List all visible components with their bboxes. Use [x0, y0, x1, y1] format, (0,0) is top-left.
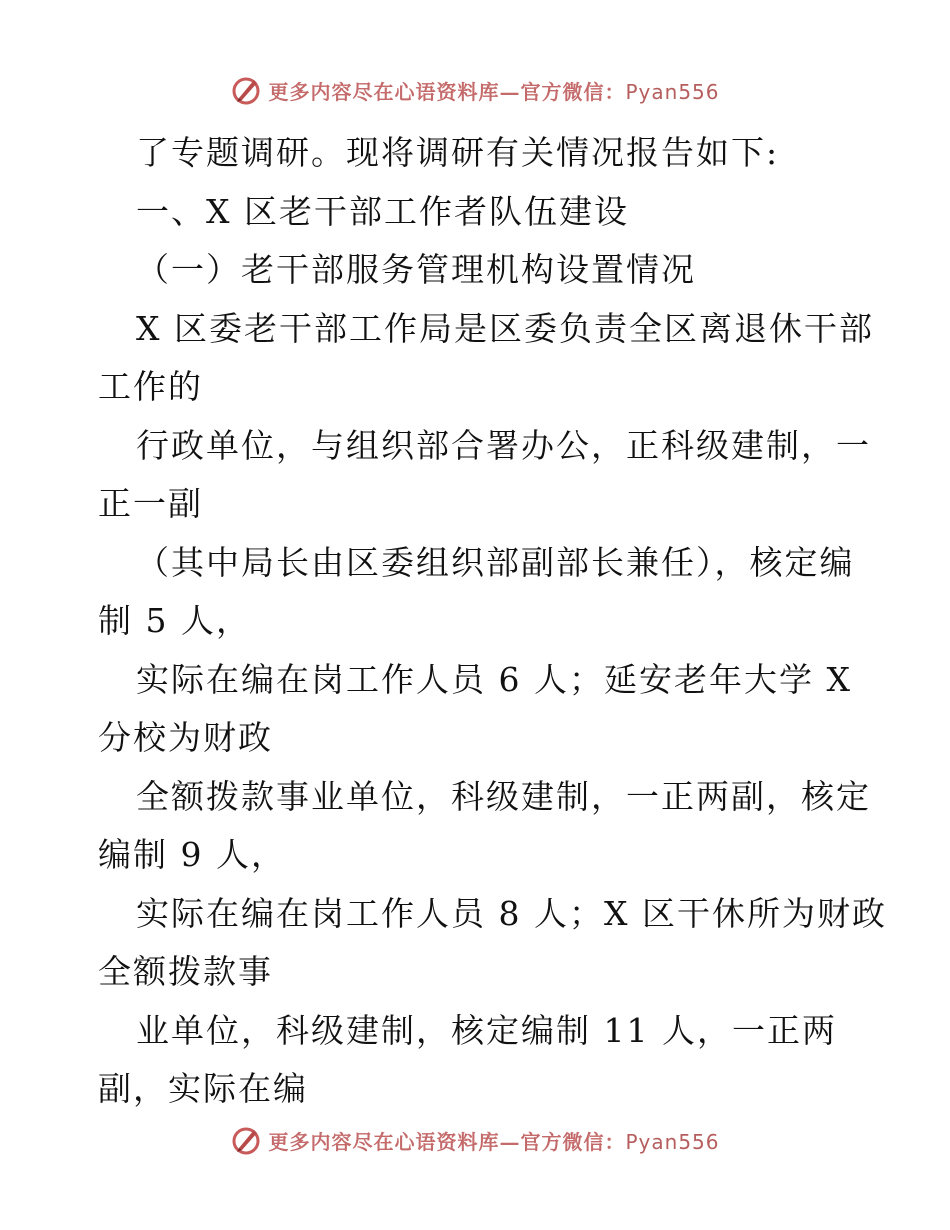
text-line: X 区委老干部工作局是区委负责全区离退休干部: [136, 308, 874, 348]
banner-text: 更多内容尽在心语资料库—官方微信：Pyan556: [268, 79, 720, 104]
document-body: [98, 124, 887, 1119]
text-line: 编制 9 人，: [98, 835, 286, 874]
text-line: 制 5 人，: [98, 601, 251, 640]
text-line: 实际在编在岗工作人员 8 人；X 区干休所为财政: [136, 893, 887, 933]
text-line: （其中局长由区委组织部副部长兼任），核定编: [136, 542, 855, 582]
quill-pen-logo-icon: [230, 74, 262, 106]
banner-text: 更多内容尽在心语资料库—官方微信：Pyan556: [268, 1129, 720, 1154]
text-line: 业单位，科级建制，核定编制 11 人，一正两: [136, 1010, 837, 1050]
quill-pen-logo-icon: [230, 1124, 262, 1156]
subsection-heading: （一）老干部服务管理机构设置情况: [136, 250, 696, 289]
text-line: 了专题调研。现将调研有关情况报告如下:: [136, 133, 780, 172]
header-banner: [0, 70, 950, 110]
text-line: 工作的: [98, 367, 203, 406]
footer-banner: [0, 1120, 950, 1160]
text-line: 实际在编在岗工作人员 6 人；延安老年大学 X: [136, 659, 852, 699]
wechat-id: Pyan556: [625, 1129, 720, 1154]
text-line: 分校为财政: [98, 718, 273, 757]
section-heading: 一、X 区老干部工作者队伍建设: [136, 191, 629, 231]
text-line: 全额拨款事: [98, 952, 273, 991]
text-line: 正一副: [98, 484, 203, 523]
text-line: 全额拨款事业单位，科级建制，一正两副，核定: [136, 776, 871, 816]
text-line: 副，实际在编: [98, 1069, 308, 1108]
wechat-id: Pyan556: [625, 79, 720, 104]
text-line: 行政单位，与组织部合署办公，正科级建制，一: [136, 425, 871, 465]
